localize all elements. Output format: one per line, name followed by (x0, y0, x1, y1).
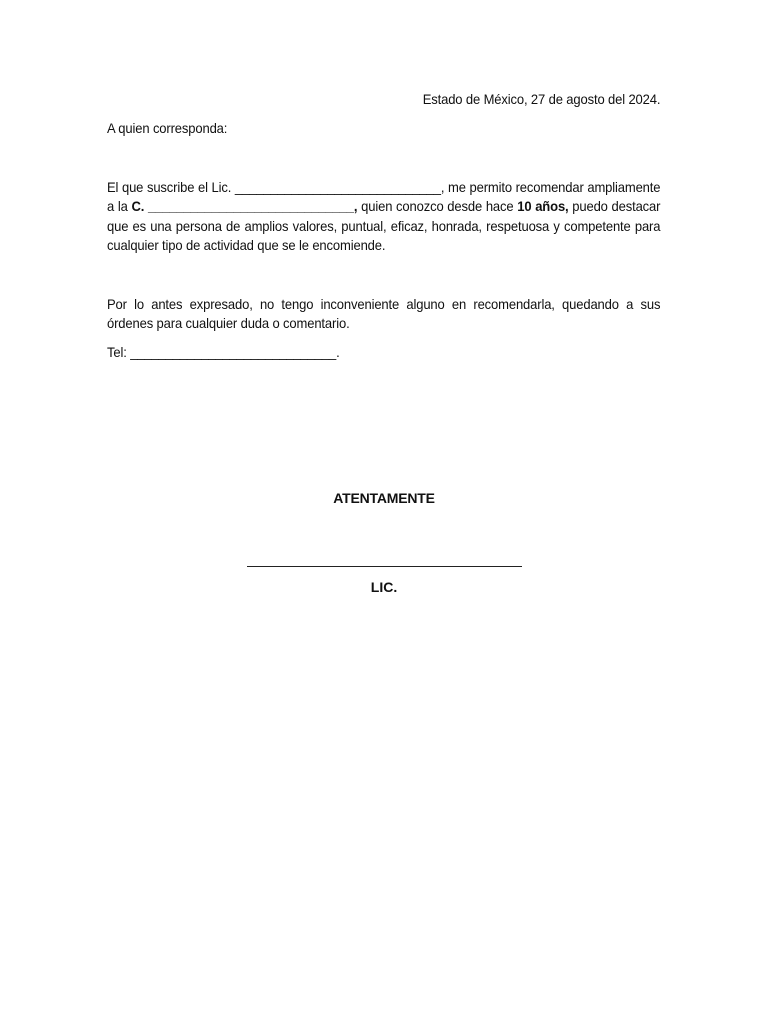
salutation (107, 119, 660, 138)
years-known: 10 años, (517, 198, 569, 215)
tel-blank: _____________________________ (130, 344, 337, 360)
closing-text: ATENTAMENTE (333, 490, 435, 506)
paragraph1-part3: quien conozco desde hace (357, 198, 518, 215)
closing-salutation (0, 490, 768, 506)
signature-title-text: LIC. (370, 579, 398, 595)
date-line (107, 90, 660, 109)
paragraph2-text: Por lo antes expresado, no tengo inconveniente alguno en recomendarla, quedando a sus órdenes para cualquier duda o comentario. (107, 296, 661, 332)
date-text: Estado de México, 27 de agosto del 2024. (422, 91, 661, 107)
tel-end: . (336, 344, 340, 360)
signature-line (247, 566, 522, 567)
paragraph1-part4: puedo destacar que es una persona de amplios valores, puntual, eficaz, honrada, respetuosa y competente para cualquier tipo de actividad que se le encomiende. (107, 198, 661, 253)
paragraph1-part1: El que suscribe el Lic. (107, 179, 235, 195)
candidate-name-blank: _____________________________, (147, 198, 358, 215)
recommendation-paragraph (107, 178, 660, 255)
c-label: C. (131, 198, 148, 215)
tel-line (107, 343, 660, 362)
closing-paragraph (107, 295, 660, 334)
signature-title (0, 579, 768, 595)
salutation-text: A quien corresponda: (107, 120, 228, 136)
tel-label: Tel: (107, 344, 131, 360)
paragraph1-part2: , me permito recomendar ampliamente a la (107, 179, 661, 215)
lic-name-blank: _____________________________ (234, 179, 441, 195)
